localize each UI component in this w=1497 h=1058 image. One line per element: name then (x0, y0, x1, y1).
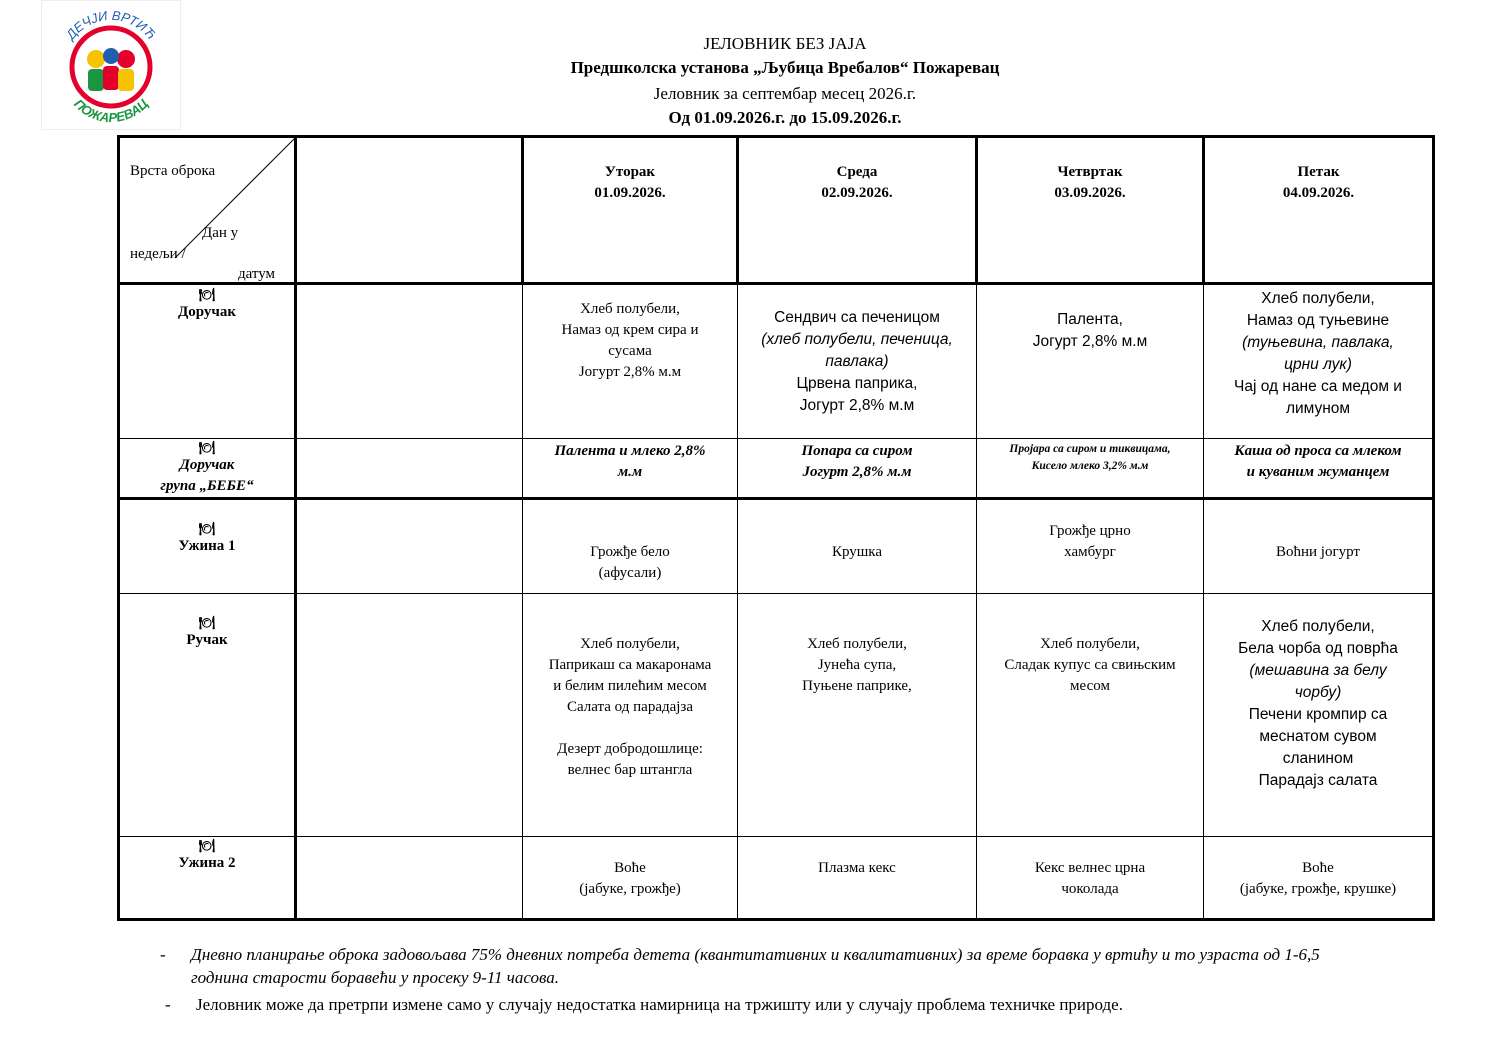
day-header-tue (523, 137, 738, 284)
day-date: 03.09.2026. (1054, 185, 1126, 201)
row-lunch (119, 594, 1434, 837)
meal-label-snack1 (119, 499, 296, 594)
menu-month: Јеловник за септембар месец 2026.г. (653, 84, 917, 103)
menu-line: Дезерт добродошлице: (557, 741, 703, 757)
note-text: Дневно планирање оброка задовољава 75% дневних потреба детета (квантитативних и квалитативних) за време боравка у вртићу и то узраста од 1-6,5 годнина старости боравећи у просеку 9-11 часова. (191, 945, 1320, 987)
menu-line: Палента и млеко 2,8% (554, 443, 706, 459)
day-date: 04.09.2026. (1282, 185, 1355, 201)
menu-line: павлака) (825, 353, 889, 370)
meal-group: група „БЕБЕ“ (160, 478, 254, 494)
menu-line: Пуњене паприке, (802, 678, 912, 694)
meal-name: Доручак (177, 304, 237, 320)
corner-cell (119, 137, 296, 284)
meal-name: Ужина 2 (178, 855, 236, 871)
meal-label-breakfast-babies (119, 439, 296, 499)
menu-line: црни лук) (1284, 356, 1352, 373)
menu-line: Хлеб полубели, (1040, 636, 1140, 652)
menu-line: Воће (1302, 860, 1334, 876)
menu-line: Попара са сиром (801, 443, 913, 459)
menu-line: Хлеб полубели, (1261, 618, 1375, 635)
empty-cell (296, 439, 523, 499)
day-header-thu (977, 137, 1204, 284)
kindergarten-logo (41, 0, 181, 130)
plate-icon: 🍽 (198, 838, 216, 853)
menu-line: Каша од проса са млеком (1234, 443, 1402, 459)
menu-line: Црвена паприка, (796, 375, 918, 392)
snack1-fri (1204, 499, 1434, 594)
menu-line: хамбург (1064, 544, 1116, 560)
breakfast-babies-thu (977, 439, 1204, 499)
empty-cell (296, 594, 523, 837)
day-date: 01.09.2026. (594, 185, 666, 201)
menu-line: месом (1070, 678, 1110, 694)
menu-line: чорбу) (1294, 684, 1342, 701)
row-snack2 (119, 837, 1434, 920)
row-breakfast-babies (119, 439, 1434, 499)
corner-day-part2: недељи / (130, 246, 186, 262)
menu-line: (туњевина, павлака, (1242, 334, 1394, 351)
corner-meal-type: Врста оброка (130, 163, 216, 179)
menu-line: Салата од парадајза (566, 699, 694, 715)
day-name: Четвртак (1057, 164, 1123, 180)
menu-line: чоколада (1061, 881, 1119, 897)
menu-line: Воћни јогурт (1276, 544, 1360, 560)
menu-line: меснатом сувом (1259, 728, 1377, 745)
corner-day-part1: Дан у (202, 225, 239, 241)
menu-line: (афусали) (598, 565, 662, 581)
plate-icon: 🍽 (198, 440, 216, 455)
logo-text-top: ДЕЧЈИ ВРТИЋ (62, 7, 160, 43)
meal-label-breakfast (119, 284, 296, 439)
day-name: Петак (1297, 164, 1340, 180)
meal-label-lunch (119, 594, 296, 837)
menu-line: велнес бар штангла (567, 762, 693, 778)
menu-line: Паприкаш са макаронама (548, 657, 712, 673)
breakfast-babies-wed (738, 439, 977, 499)
snack2-tue (523, 837, 738, 920)
logo-text-bottom: ПОЖАРЕВАЦ (71, 96, 151, 126)
lunch-tue (523, 594, 738, 837)
menu-spacer (527, 718, 733, 739)
header-row (119, 137, 1434, 284)
menu-line: Крушка (831, 544, 883, 560)
menu-line: Воће (614, 860, 646, 876)
breakfast-tue (523, 284, 738, 439)
meal-name: Ужина 1 (178, 538, 236, 554)
menu-date-range: Од 01.09.2026.г. до 15.09.2026.г. (668, 108, 902, 127)
menu-table (117, 135, 1435, 921)
plate-icon: 🍽 (198, 287, 216, 302)
menu-line: Хлеб полубели, (580, 301, 680, 317)
menu-line: Намаз од крем сира и (561, 322, 699, 338)
menu-line: (хлеб полубели, печеница, (761, 331, 953, 348)
menu-line: Грожђе црно (1049, 523, 1131, 539)
bullet-dash: - (160, 945, 166, 964)
menu-line: Плазма кекс (818, 860, 896, 876)
menu-title: ЈЕЛОВНИК БЕЗ ЈАЈА (703, 34, 867, 53)
snack2-thu (977, 837, 1204, 920)
breakfast-thu (977, 284, 1204, 439)
empty-cell (296, 499, 523, 594)
menu-line: Јогурт 2,8% м.м (799, 397, 915, 414)
day-header-fri (1204, 137, 1434, 284)
menu-line: Хлеб полубели, (1261, 290, 1375, 307)
menu-line: Грожђе бело (590, 544, 670, 560)
meal-label-snack2 (119, 837, 296, 920)
menu-line: Јогурт 2,8% м.м (578, 364, 682, 380)
breakfast-wed (738, 284, 977, 439)
institution-name: Предшколска установа „Љубица Вребалов“ Пожаревац (570, 58, 1000, 77)
meal-name: Ручак (186, 632, 228, 648)
menu-line: (мешавина за белу (1249, 662, 1387, 679)
row-breakfast (119, 284, 1434, 439)
corner-date: датум (238, 266, 276, 282)
breakfast-babies-tue (523, 439, 738, 499)
breakfast-babies-fri (1204, 439, 1434, 499)
menu-line: Кисело млеко 3,2% м.м (1031, 460, 1149, 472)
row-snack1 (119, 499, 1434, 594)
menu-line: Јунећа супа, (817, 657, 897, 673)
day-date: 02.09.2026. (821, 185, 893, 201)
menu-line: Пројара са сиром и тиквицама, (1009, 443, 1171, 455)
note-text: Јеловник може да претрпи измене само у случају недостатка намирница на тржишту или у случају проблема техничке природе. (196, 995, 1123, 1014)
menu-line: (јабуке, грожђе) (579, 881, 681, 897)
empty-cell (296, 284, 523, 439)
menu-line: Бела чорба од поврћа (1238, 640, 1398, 657)
menu-line: Печени кромпир са (1248, 706, 1388, 723)
snack2-fri (1204, 837, 1434, 920)
menu-line: Сендвич са печеницом (774, 309, 940, 326)
menu-line: (јабуке, грожђе, крушке) (1239, 881, 1397, 897)
menu-line: сланином (1282, 750, 1354, 767)
menu-line: Хлеб полубели, (580, 636, 680, 652)
snack1-tue (523, 499, 738, 594)
lunch-thu (977, 594, 1204, 837)
day-name: Уторак (604, 164, 656, 180)
day-header-wed (738, 137, 977, 284)
breakfast-fri (1204, 284, 1434, 439)
day-name: Среда (836, 164, 878, 180)
snack2-wed (738, 837, 977, 920)
menu-line: сусама (608, 343, 652, 359)
snack1-wed (738, 499, 977, 594)
menu-line: Јогурт 2,8% м.м (1032, 333, 1148, 350)
snack1-thu (977, 499, 1204, 594)
menu-line: и белим пилећим месом (553, 678, 707, 694)
menu-line: Сладак купус са свињским (1004, 657, 1176, 673)
menu-line: м.м (617, 464, 643, 480)
menu-line: Палента, (1057, 311, 1123, 328)
empty-column-header (296, 137, 523, 284)
plate-icon: 🍽 (198, 615, 216, 630)
menu-line: лимуном (1285, 400, 1351, 417)
menu-line: Намаз од туњевине (1246, 312, 1390, 329)
empty-cell (296, 837, 523, 920)
menu-line: Парадајз салата (1258, 772, 1378, 789)
meal-name: Доручак (179, 457, 235, 473)
lunch-fri (1204, 594, 1434, 837)
menu-line: Јогурт 2,8% м.м (802, 464, 912, 480)
menu-line: Чај од нане са медом и (1234, 378, 1402, 395)
menu-line: Кекс велнес црна (1034, 860, 1146, 876)
menu-line: Хлеб полубели, (807, 636, 907, 652)
menu-line: и куваним жуманцем (1246, 464, 1390, 480)
lunch-wed (738, 594, 977, 837)
plate-icon: 🍽 (198, 521, 216, 536)
bullet-dash: - (165, 995, 171, 1014)
